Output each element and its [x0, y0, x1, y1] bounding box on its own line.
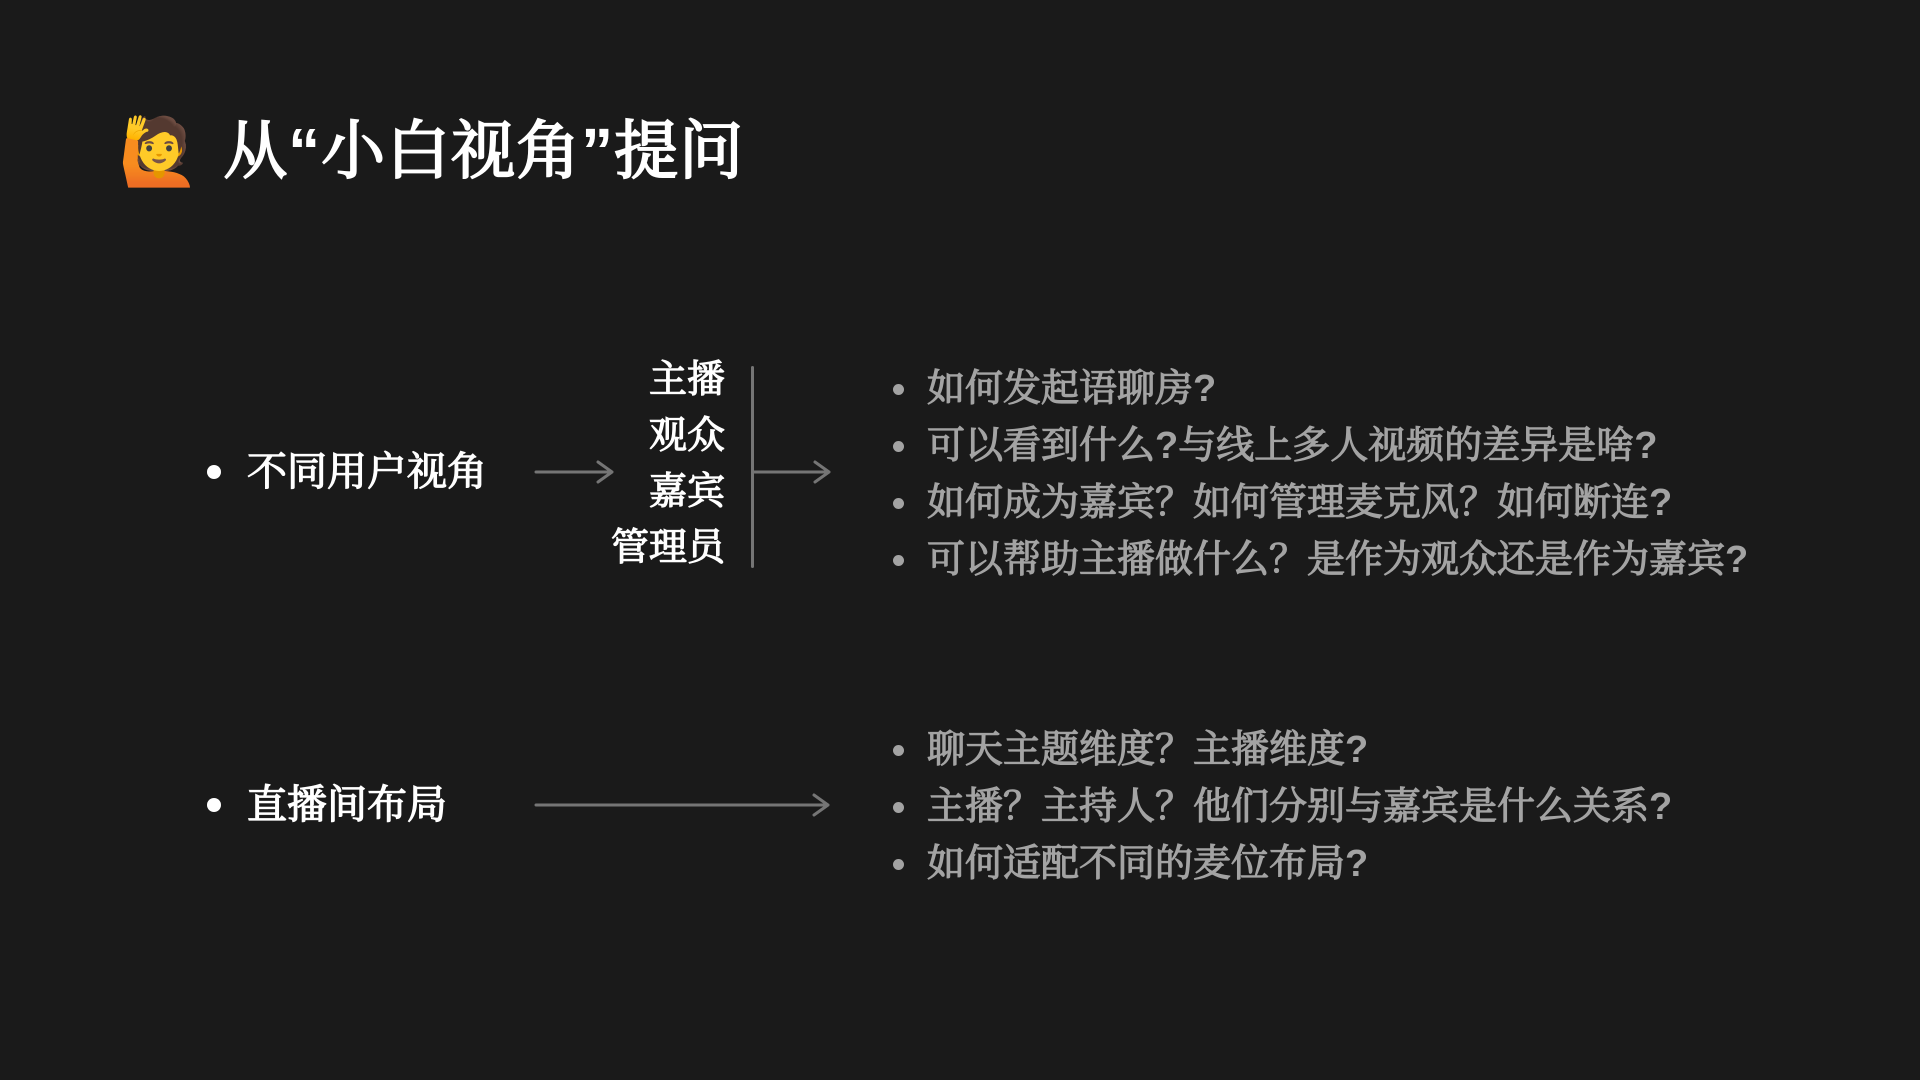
- role-item-audience: 观众: [648, 415, 725, 457]
- bullet-dot: [893, 498, 904, 509]
- question-item: [893, 418, 1748, 475]
- node-label: 直播间布局: [247, 783, 447, 827]
- question-text: 主播？主持人？他们分别与嘉宾是什么关系?: [927, 786, 1673, 828]
- question-item: [893, 779, 1672, 836]
- question-item: [893, 836, 1672, 893]
- question-text: 聊天主题维度？主播维度?: [927, 729, 1369, 771]
- role-item-admin: 管理员: [610, 527, 725, 569]
- bullet-dot: [207, 465, 221, 479]
- roles-list: [555, 352, 725, 576]
- bullet-dot: [893, 384, 904, 395]
- node-room-layout: [207, 780, 447, 830]
- question-text: 如何发起语聊房?: [927, 368, 1217, 410]
- bullet-dot: [893, 745, 904, 756]
- questions-list-room-layout: [893, 722, 1672, 893]
- arrow-right-icon: [751, 457, 835, 487]
- question-text: 如何适配不同的麦位布局?: [927, 843, 1369, 885]
- node-user-perspectives: [207, 447, 487, 497]
- slide-title: [118, 114, 745, 188]
- questions-list-user-perspectives: [893, 361, 1748, 589]
- role-item-guest: 嘉宾: [648, 471, 725, 513]
- role-item-streamer: 主播: [648, 359, 725, 401]
- node-label: 不同用户视角: [247, 450, 487, 494]
- question-text: 可以看到什么?与线上多人视频的差异是啥?: [927, 425, 1658, 467]
- question-text: 可以帮助主播做什么？是作为观众还是作为嘉宾?: [927, 539, 1749, 581]
- bullet-dot: [893, 859, 904, 870]
- question-text: 如何成为嘉宾？如何管理麦克风？如何断连?: [927, 482, 1673, 524]
- bullet-dot: [893, 441, 904, 452]
- raising-hand-emoji: 🙋: [118, 114, 202, 188]
- bullet-dot: [893, 555, 904, 566]
- arrow-right-icon: [534, 790, 834, 820]
- question-item: [893, 361, 1748, 418]
- question-item: [893, 532, 1748, 589]
- question-item: [893, 722, 1672, 779]
- bullet-dot: [893, 802, 904, 813]
- question-item: [893, 475, 1748, 532]
- slide-title-text: 从“小白视角”提问: [223, 115, 745, 187]
- bullet-dot: [207, 798, 221, 812]
